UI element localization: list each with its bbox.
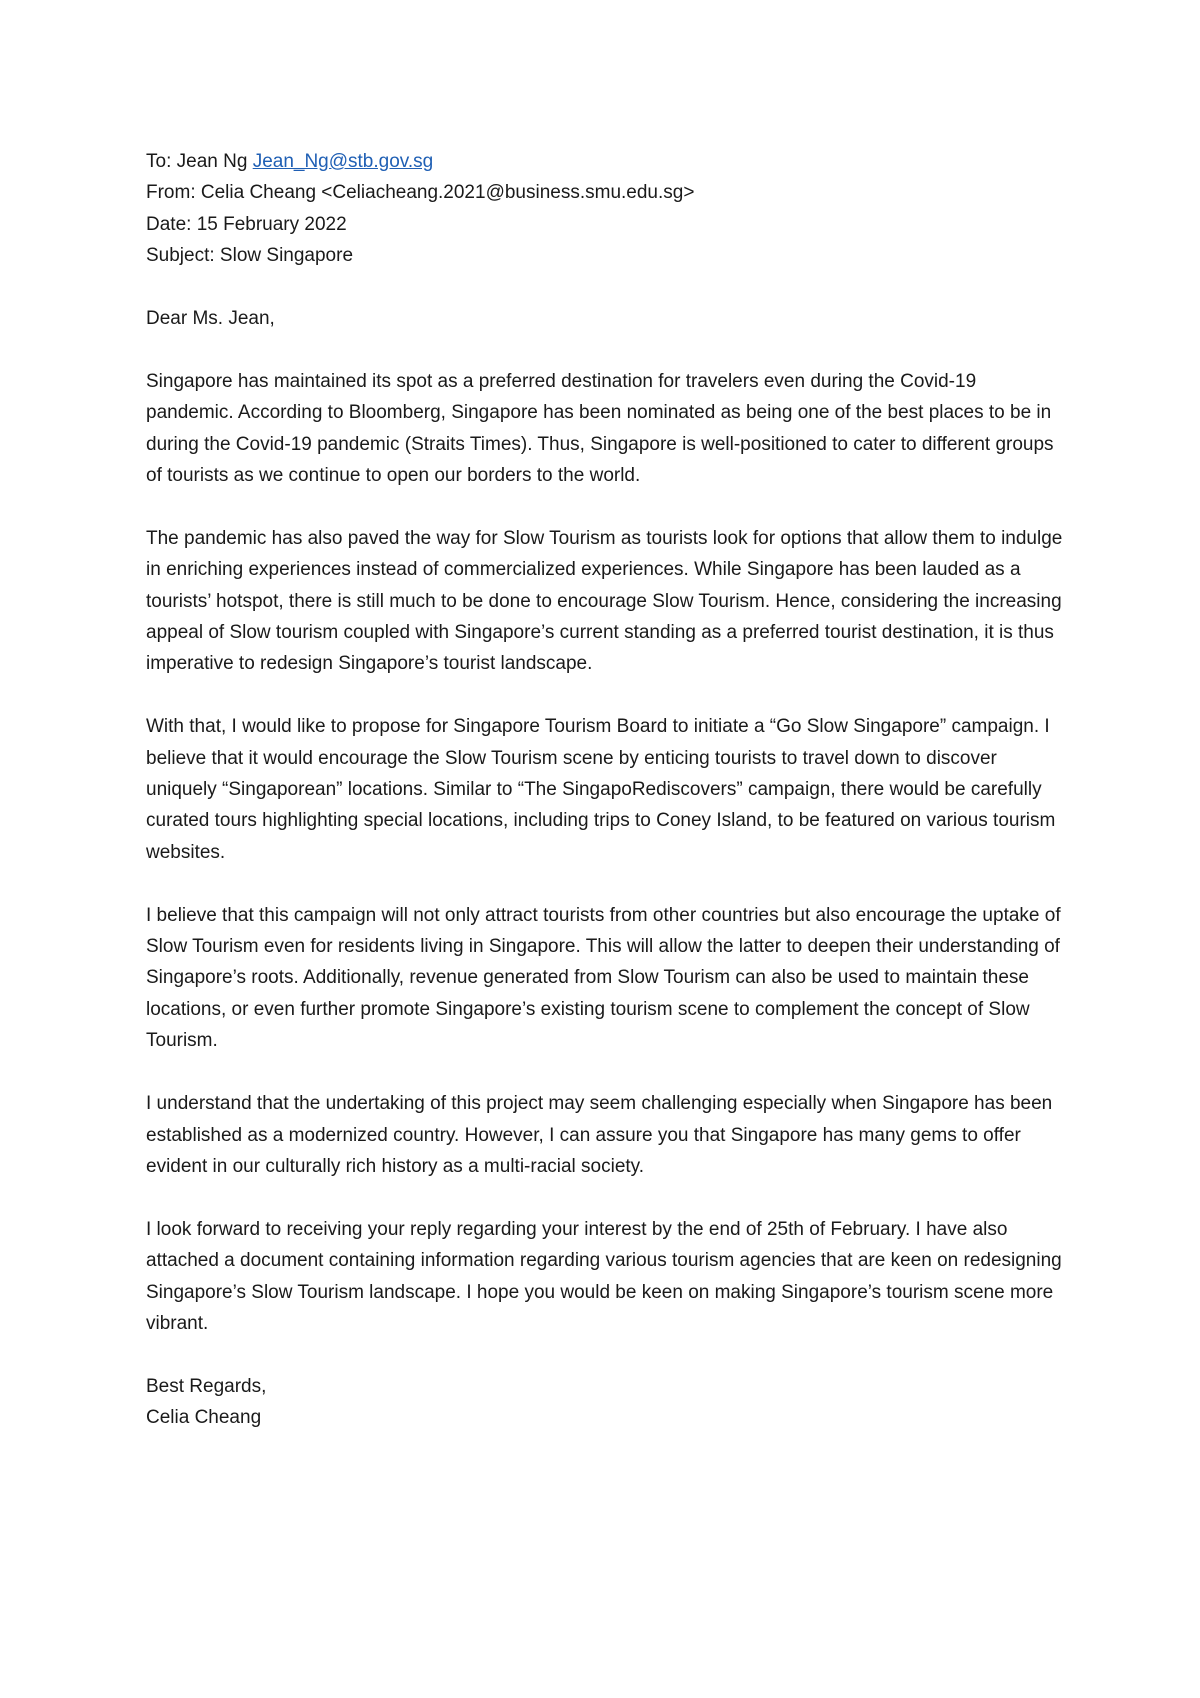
paragraph-4: I believe that this campaign will not only attract tourists from other countries but also encourage the uptake of Slow Tourism even for residents living in Singapore. This will allow the latter to deepen their understanding of Singapore’s roots. Additionally, revenue generated from Slow Tourism can also be used to maintain these locations, or even further promote Singapore’s existing tourism scene to complement the concept of Slow Tourism.: [146, 904, 1061, 1052]
closing: [146, 1371, 1066, 1434]
paragraph-5: I understand that the undertaking of this project may seem challenging especially when Singapore has been established as a modernized country. However, I can assure you that Singapore has many gems to offer evident in our culturally rich history as a multi-racial society.: [146, 1093, 1053, 1177]
salutation: Dear Ms. Jean,: [146, 308, 275, 330]
spacer: [146, 680, 1066, 711]
date-line: Date: 15 February 2022: [146, 213, 347, 235]
spacer: [146, 491, 1066, 522]
spacer: [146, 1339, 1066, 1370]
to-label: To: Jean Ng: [146, 151, 248, 172]
email-header: [146, 146, 1066, 272]
subject-line: Subject: Slow Singapore: [146, 245, 354, 267]
spacer: [146, 272, 1066, 303]
spacer: [146, 334, 1066, 365]
sign-off: Best Regards,: [146, 1375, 267, 1397]
from-line: From: Celia Cheang <Celiacheang.2021@business.smu.edu.sg>: [146, 182, 695, 204]
paragraph-2: The pandemic has also paved the way for Slow Tourism as tourists look for options that allow them to indulge in enriching experiences instead of commercialized experiences. While Singapore has been lauded as a tourists’ hotspot, there is still much to be done to encourage Slow Tourism. Hence, considering the increasing appeal of Slow tourism coupled with Singapore’s current standing as a preferred tourist destination, it is thus imperative to redesign Singapore’s tourist landscape.: [146, 527, 1063, 675]
spacer: [146, 868, 1066, 899]
letter-body: [146, 146, 1066, 1434]
sender-name: Celia Cheang: [146, 1407, 262, 1429]
paragraph-3: With that, I would like to propose for Singapore Tourism Board to initiate a “Go Slow Singapore” campaign. I believe that it would encourage the Slow Tourism scene by enticing tourists to travel down to discover uniquely “Singaporean” locations. Similar to “The SingapoRediscovers” campaign, there would be carefully curated tours highlighting special locations, including trips to Coney Island, to be featured on various tourism websites.: [146, 716, 1056, 863]
paragraph-1: Singapore has maintained its spot as a preferred destination for travelers even during the Covid-19 pandemic. According to Bloomberg, Singapore has been nominated as being one of the best places to be in during the Covid-19 pandemic (Straits Times). Thus, Singapore is well-positioned to cater to different groups of tourists as we continue to open our borders to the world.: [146, 370, 1054, 487]
paragraph-6: I look forward to receiving your reply regarding your interest by the end of 25th of February. I have also attached a document containing information regarding various tourism agencies that are keen on redesigning Singapore’s Slow Tourism landscape. I hope you would be keen on making Singapore’s tourism scene more vibrant.: [146, 1218, 1062, 1334]
spacer: [146, 1182, 1066, 1213]
spacer: [146, 1057, 1066, 1088]
to-line: [146, 146, 1066, 177]
recipient-email-link[interactable]: Jean_Ng@stb.gov.sg: [252, 151, 434, 172]
